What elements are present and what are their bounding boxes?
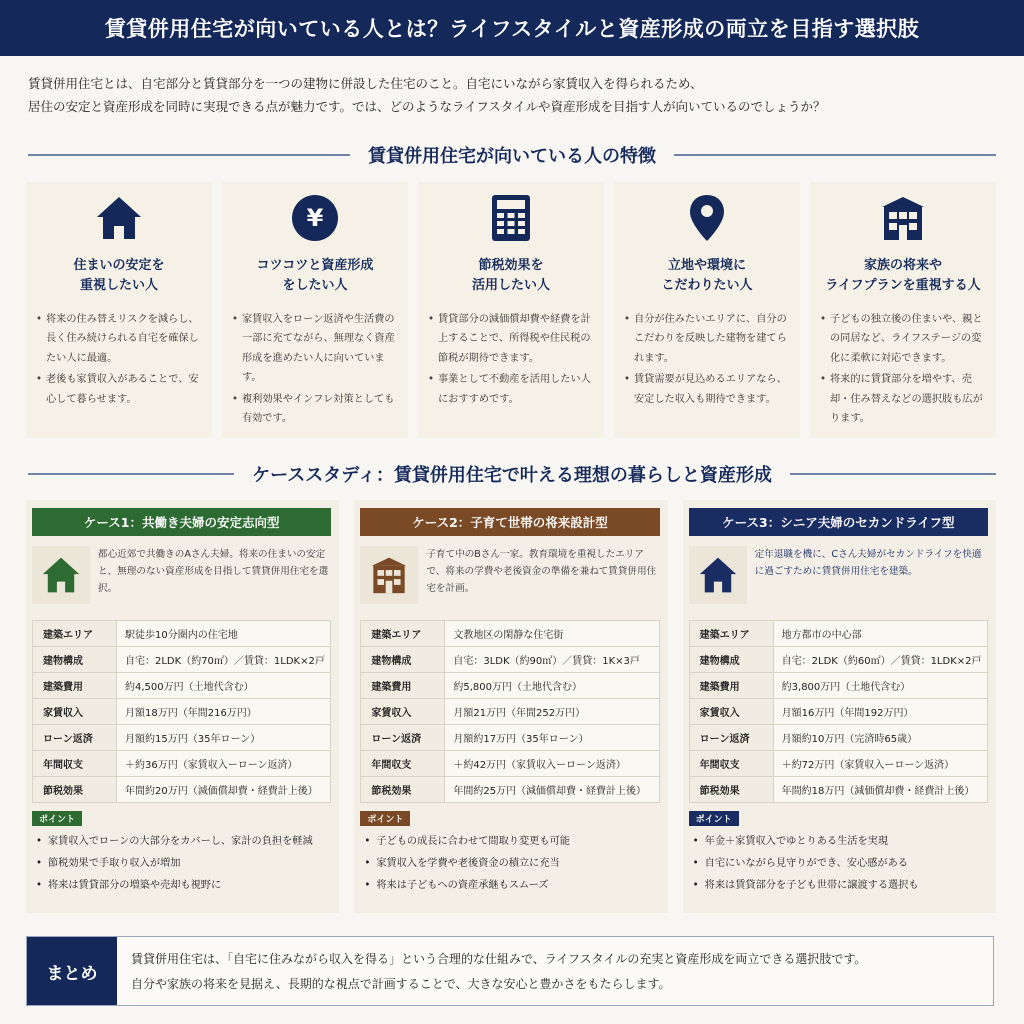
feature-card-title: 節税効果を 活用したい人 [471, 258, 550, 293]
feature-card-family [810, 182, 996, 438]
intro-line-1: 賃貸併用住宅とは、自宅部分と賃貸部分を一つの建物に併設した住宅のこと。自宅にいながら家賃収入を得られるため、 [28, 76, 703, 91]
case-intro [360, 546, 659, 608]
list-item: • 家賃収入でローンの大部分をカバーし、家計の負担を軽減 [36, 831, 331, 853]
svg-text:¥: ¥ [306, 204, 324, 232]
list-item: • 自宅にいながら見守りができ、安心感がある [693, 853, 988, 875]
case-description: 都心近郊で共働きのAさん夫婦。将来の住まいの安定と、無理のない資産形成を目指して賃貸併用住宅を選択。 [98, 549, 329, 594]
point-badge: ポイント [32, 811, 82, 826]
list-item: • 将来の住み替えリスクを減らし、長く住み続けられる自宅を確保したい人に最適。 [36, 310, 206, 368]
point-badge: ポイント [689, 811, 739, 826]
case-description: 定年退職を機に、Cさん夫婦がセカンドライフを快適に過ごすために賃貸併用住宅を建築。 [754, 549, 982, 577]
list-item: • 節税効果で手取り収入が増加 [36, 853, 331, 875]
divider [674, 154, 996, 156]
list-item: • 将来的に賃貸部分を増やす、売却・住み替えなどの選択肢も広がります。 [820, 370, 990, 428]
table-row: 建築費用 約3,800万円（土地代含む） [689, 673, 987, 699]
list-item: • 年金＋家賃収入でゆとりある生活を実現 [693, 831, 988, 853]
case-description: 子育て中のBさん一家。教育環境を重視したエリアで、将来の学費や老後資金の準備を兼ねて賃貸併用住宅を計画。 [426, 549, 657, 594]
point-list [32, 831, 331, 897]
intro-text [28, 72, 998, 118]
feature-bullets [32, 310, 206, 411]
summary-label: まとめ [27, 937, 117, 1005]
feature-card-title: 住まいの安定を 重視したい人 [73, 258, 165, 293]
table-row: 家賃収入 月額18万円（年間216万円） [33, 699, 331, 725]
list-item: • 家賃収入をローン返済や生活費の一部に充てながら、無理なく資産形成を進めたい人に向いています。 [232, 310, 402, 388]
table-row: 節税効果 年間約25万円（減価償却費・経費計上後） [361, 777, 659, 803]
table-row: 家賃収入 月額16万円（年間192万円） [689, 699, 987, 725]
list-item: • 自分が住みたいエリアに、自分のこだわりを反映した建物を建てられます。 [624, 310, 794, 368]
table-row: 建築費用 約5,800万円（土地代含む） [361, 673, 659, 699]
case-table [32, 620, 331, 803]
list-item: • 将来は子どもへの資産承継もスムーズ [364, 875, 659, 897]
list-item: • 老後も家賃収入があることで、安心して暮らせます。 [36, 370, 206, 409]
case-section-title [28, 459, 996, 489]
case-studies [26, 500, 996, 913]
list-item: • 子どもの成長に合わせて間取り変更も可能 [364, 831, 659, 853]
case-header: ケース2：子育て世帯の将来設計型 [360, 508, 659, 536]
list-item: • 家賃収入を学費や老後資金の積立に充当 [364, 853, 659, 875]
table-row: ローン返済 月額約17万円（35年ローン） [361, 725, 659, 751]
table-row: ローン返済 月額約10万円（完済時65歳） [689, 725, 987, 751]
case-card-1 [26, 500, 339, 913]
features-section-title [28, 140, 996, 170]
case-card-2 [354, 500, 667, 913]
table-row: 節税効果 年間約20万円（減価償却費・経費計上後） [33, 777, 331, 803]
intro-line-2: 居住の安定と資産形成を同時に実現できる点が魅力です。では、どのようなライフスタイルや資産形成を目指す人が向いているのでしょうか？ [28, 99, 826, 114]
feature-card-location [614, 182, 800, 438]
case-header: ケース1：共働き夫婦の安定志向型 [32, 508, 331, 536]
table-row: 建築エリア 駅徒歩10分圏内の住宅地 [33, 621, 331, 647]
table-row: 建物構成 自宅：2LDK（約70㎡）／賃貸：1LDK×2戸 [33, 647, 331, 673]
list-item: • 複利効果やインフレ対策としても有効です。 [232, 390, 402, 429]
table-row: 建築エリア 地方都市の中心部 [689, 621, 987, 647]
feature-bullets [816, 310, 990, 430]
list-item: • 事業として不動産を活用したい人におすすめです。 [428, 370, 598, 409]
calculator-icon [485, 192, 537, 244]
feature-card-tax [418, 182, 604, 438]
list-item: • 将来は賃貸部分を子ども世帯に譲渡する選択も [693, 875, 988, 897]
list-item: • 子どもの独立後の住まいや、親との同居など、ライフステージの変化に柔軟に対応できます。 [820, 310, 990, 368]
list-item: • 将来は賃貸部分の増築や売却も視野に [36, 875, 331, 897]
table-row: 年間収支 ＋約42万円（家賃収入ーローン返済） [361, 751, 659, 777]
house-icon [93, 192, 145, 244]
table-row: 建物構成 自宅：2LDK（約60㎡）／賃貸：1LDK×2戸 [689, 647, 987, 673]
feature-card-stability [26, 182, 212, 438]
house-icon [32, 546, 90, 604]
summary-box [26, 936, 994, 1006]
yen-icon [289, 192, 341, 244]
summary-line-2: 自分や家族の将来を見据え、長期的な視点で計画することで、大きな安心と豊かさをもたらします。 [131, 977, 671, 991]
table-row: ローン返済 月額約15万円（35年ローン） [33, 725, 331, 751]
features-heading: 賃貸併用住宅が向いている人の特徴 [368, 146, 656, 167]
point-list [360, 831, 659, 897]
feature-card-title: 立地や環境に こだわりたい人 [661, 258, 753, 293]
house-icon [689, 546, 747, 604]
feature-bullets [620, 310, 794, 411]
table-row: 建築費用 約4,500万円（土地代含む） [33, 673, 331, 699]
table-row: 節税効果 年間約18万円（減価償却費・経費計上後） [689, 777, 987, 803]
divider [28, 473, 234, 475]
point-list [689, 831, 988, 897]
divider [28, 154, 350, 156]
apartment-icon [360, 546, 418, 604]
page-title: 賃貸併用住宅が向いている人とは？ライフスタイルと資産形成の両立を目指す選択肢 [0, 0, 1024, 56]
divider [790, 473, 996, 475]
feature-bullets [424, 310, 598, 411]
case-table [360, 620, 659, 803]
list-item: • 賃貸部分の減価償却費や経費を計上することで、所得税や住民税の節税が期待できます。 [428, 310, 598, 368]
summary-text [117, 937, 880, 1005]
case-heading: ケーススタディ：賃貸併用住宅で叶える理想の暮らしと資産形成 [252, 465, 772, 486]
feature-bullets [228, 310, 402, 430]
case-intro [32, 546, 331, 608]
feature-card-asset [222, 182, 408, 438]
summary-line-1: 賃貸併用住宅は、「自宅に住みながら収入を得る」という合理的な仕組みで、ライフスタイルの充実と資産形成を両立できる選択肢です。 [131, 952, 867, 966]
table-row: 建築エリア 文教地区の閑静な住宅街 [361, 621, 659, 647]
table-row: 年間収支 ＋約72万円（家賃収入ーローン返済） [689, 751, 987, 777]
features-grid [26, 182, 996, 438]
table-row: 家賃収入 月額21万円（年間252万円） [361, 699, 659, 725]
building-icon [877, 192, 929, 244]
case-card-3 [683, 500, 996, 913]
case-header: ケース3：シニア夫婦のセカンドライフ型 [689, 508, 988, 536]
feature-card-title: 家族の将来や ライフプランを重視する人 [825, 258, 981, 293]
case-intro [689, 546, 988, 608]
table-row: 年間収支 ＋約36万円（家賃収入ーローン返済） [33, 751, 331, 777]
feature-card-title: コツコツと資産形成 をしたい人 [256, 258, 374, 293]
table-row: 建物構成 自宅：3LDK（約90㎡）／賃貸：1K×3戸 [361, 647, 659, 673]
case-table [689, 620, 988, 803]
point-badge: ポイント [360, 811, 410, 826]
list-item: • 賃貸需要が見込めるエリアなら、安定した収入も期待できます。 [624, 370, 794, 409]
location-pin-icon [681, 192, 733, 244]
